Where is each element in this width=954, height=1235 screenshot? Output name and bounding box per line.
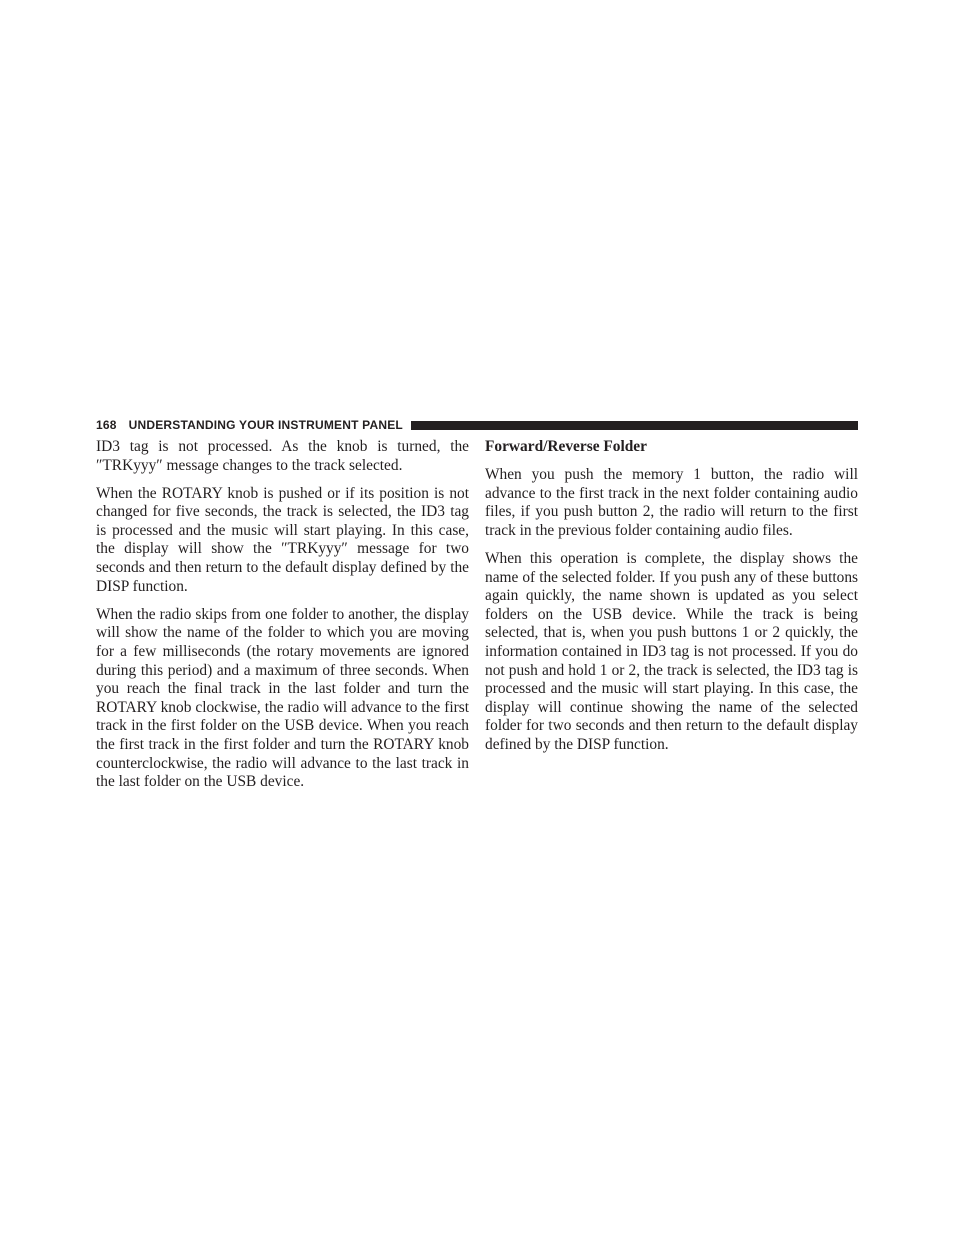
paragraph: When the radio skips from one folder to another, the display will show the name of the folder to which you are moving for a few milliseconds (the rotary movements are ignored during this period) and a maximum of three seconds. When you reach the final track in the last folder and turn the ROTARY knob clockwise, the radio will advance to the first track in the first folder on the USB device. When you reach the first track in the first folder and turn the ROTARY knob counterclockwise, the radio will advance to the last track in the last folder on the USB device. (96, 605, 469, 791)
page-header (96, 416, 858, 434)
right-column (485, 438, 858, 764)
paragraph: When you push the memory 1 button, the radio will advance to the first track in the next folder containing audio files, if you push button 2, the radio will return to the first track in the previous folder containing audio files. (485, 466, 858, 539)
section-title: UNDERSTANDING YOUR INSTRUMENT PANEL (128, 418, 403, 432)
header-rule (411, 421, 858, 430)
paragraph: When the ROTARY knob is pushed or if its position is not changed for five seconds, the track is selected, the ID3 tag is processed and the music will start playing. In this case, the display will show the ″TRKyyy″ message for two seconds and then return to the default display defined by the DISP function. (96, 484, 469, 595)
page-number: 168 (96, 418, 117, 432)
paragraph: ID3 tag is not processed. As the knob is turned, the ″TRKyyy″ message changes to the track selected. (96, 438, 469, 474)
section-heading: Forward/Reverse Folder (485, 438, 647, 455)
left-column (96, 438, 469, 801)
paragraph: When this operation is complete, the display shows the name of the selected folder. If you push any of these buttons again quickly, the name shown is updated as you select folders on the USB device. While the track is being selected, that is, when you push buttons 1 or 2 quickly, the information contained in ID3 tag is not processed. If you do not push and hold 1 or 2, the track is selected, the ID3 tag is processed and the music will start playing. In this case, the display will continue showing the name of the selected folder for two seconds and then return to the default display defined by the DISP function. (485, 549, 858, 753)
